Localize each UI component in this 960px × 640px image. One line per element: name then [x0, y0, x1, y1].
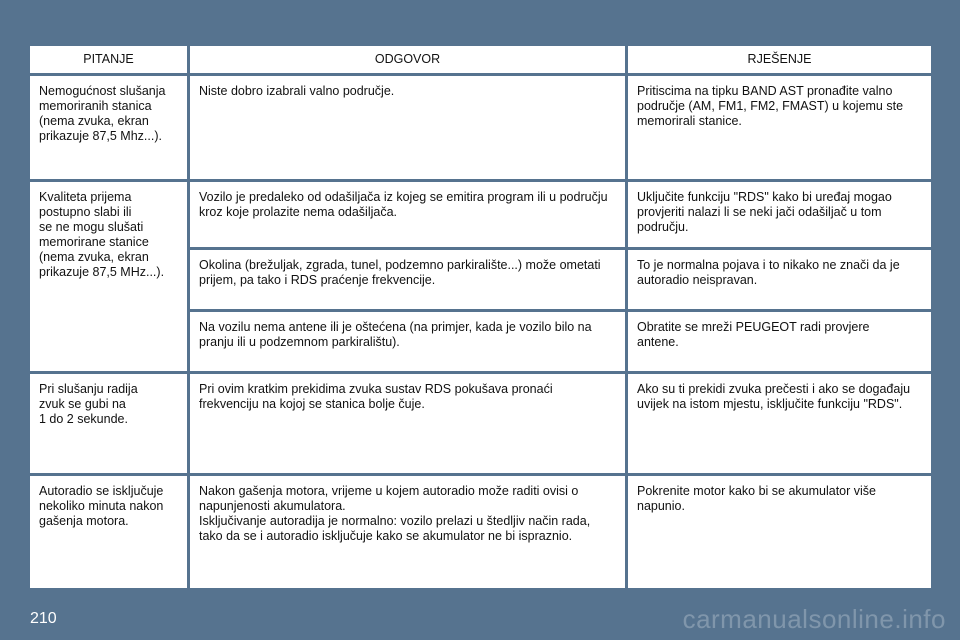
solution-cell: Obratite se mreži PEUGEOT radi provjere antene.	[628, 312, 931, 371]
page-number: 210	[30, 610, 57, 627]
solution-cell: Pritiscima na tipku BAND AST pronađite valno područje (AM, FM1, FM2, FMAST) u kojemu ste memorirali stanice.	[628, 76, 931, 179]
question-cell: Autoradio se isključuje nekoliko minuta nakon gašenja motora.	[30, 476, 187, 588]
table-row	[30, 76, 931, 179]
question-cell: Kvaliteta prijema postupno slabi ili se ne mogu slušati memorirane stanice (nema zvuka, ekran prikazuje 87,5 MHz...).	[30, 182, 187, 371]
table-row	[30, 476, 931, 588]
header-answer: ODGOVOR	[190, 46, 625, 73]
header-solution: RJEŠENJE	[628, 46, 931, 73]
answer-cell: Vozilo je predaleko od odašiljača iz kojeg se emitira program ili u području kroz koje prolazite nema odašiljača.	[190, 182, 625, 247]
watermark: carmanualsonline.info	[682, 604, 946, 634]
table-header-row	[30, 46, 931, 73]
answer-cell: Okolina (brežuljak, zgrada, tunel, podzemno parkiralište...) može ometati prijem, pa tako i RDS praćenje frekvencije.	[190, 250, 625, 309]
troubleshooting-table	[27, 43, 934, 591]
answer-cell: Na vozilu nema antene ili je oštećena (na primjer, kada je vozilo bilo na pranju ili u podzemnom parkiralištu).	[190, 312, 625, 371]
question-cell: Pri slušanju radija zvuk se gubi na 1 do 2 sekunde.	[30, 374, 187, 473]
solution-cell: Ako su ti prekidi zvuka prečesti i ako se događaju uvijek na istom mjestu, isključite funkciju "RDS".	[628, 374, 931, 473]
table-row	[30, 374, 931, 473]
answer-cell: Nakon gašenja motora, vrijeme u kojem autoradio može raditi ovisi o napunjenosti akumulatora. Isključivanje autoradija je normalno: vozilo prelazi u štedljiv način rada, tako da se i autoradio isključuje kako se akumulator ne bi ispraznio.	[190, 476, 625, 588]
question-cell: Nemogućnost slušanja memoriranih stanica (nema zvuka, ekran prikazuje 87,5 Mhz...).	[30, 76, 187, 179]
solution-cell: Pokrenite motor kako bi se akumulator više napunio.	[628, 476, 931, 588]
solution-cell: To je normalna pojava i to nikako ne znači da je autoradio neispravan.	[628, 250, 931, 309]
header-question: PITANJE	[30, 46, 187, 73]
table-row	[30, 182, 931, 247]
solution-cell: Uključite funkciju "RDS" kako bi uređaj mogao provjeriti nalazi li se neki jači odašiljač u tom području.	[628, 182, 931, 247]
answer-cell: Niste dobro izabrali valno područje.	[190, 76, 625, 179]
answer-cell: Pri ovim kratkim prekidima zvuka sustav RDS pokušava pronaći frekvenciju na kojoj se stanica bolje čuje.	[190, 374, 625, 473]
